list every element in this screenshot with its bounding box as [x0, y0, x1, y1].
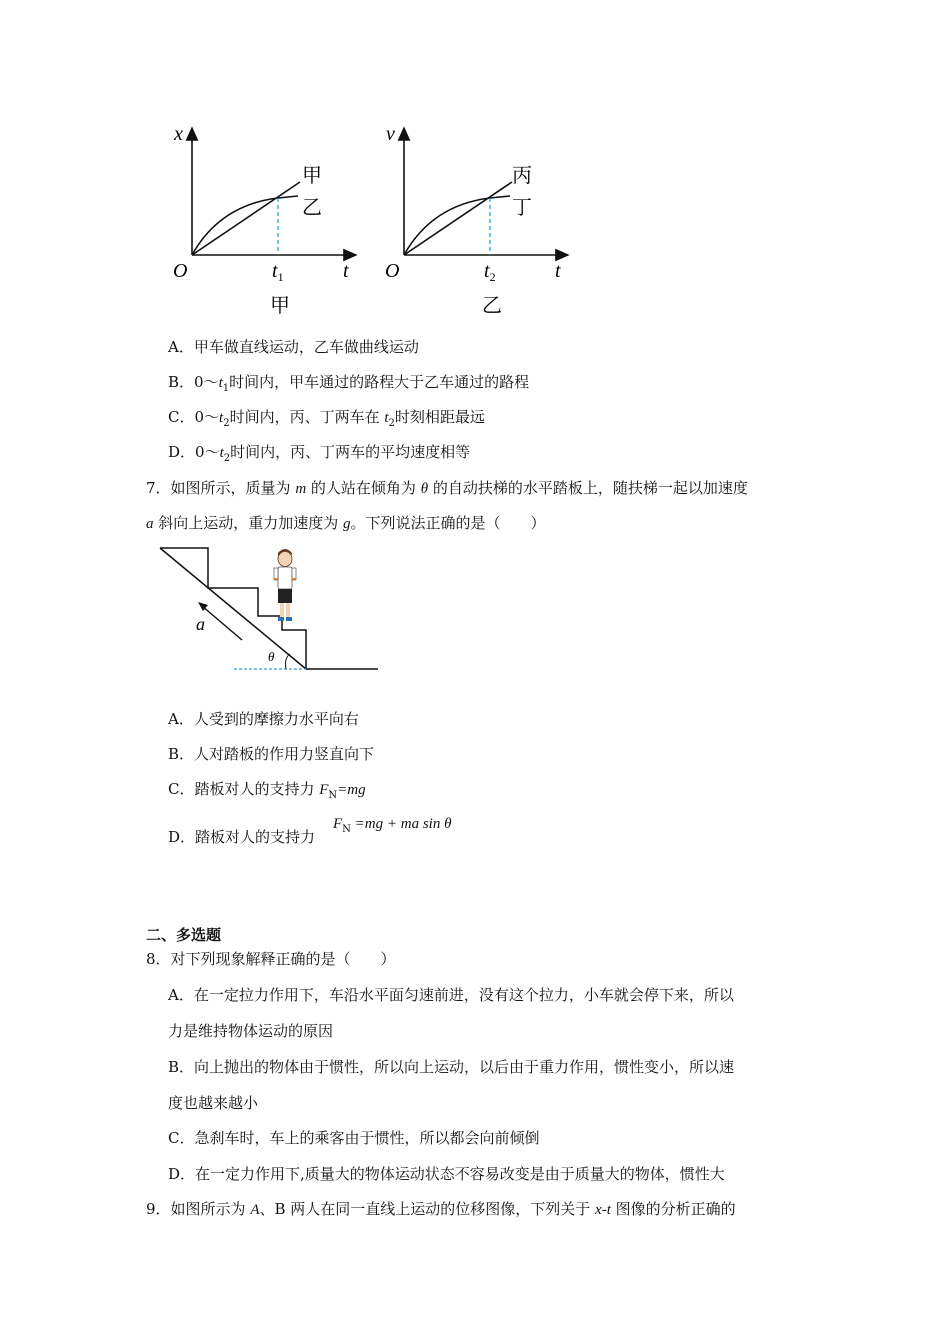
line-bing	[404, 182, 512, 255]
caption-yi: 乙	[482, 295, 502, 317]
q7-stem-line1: 7．如图所示，质量为 m 的人站在倾角为 θ 的自动扶梯的水平踏板上，随扶梯一起以加速度	[146, 479, 748, 497]
q7-stem-line2: a 斜向上运动，重力加速度为 g。下列说法正确的是（ ）	[146, 514, 546, 532]
q6-option-b: B．$0\sim t_1$时间内，甲车通过的路程大于乙车通过的路程	[168, 373, 530, 394]
theta-arc	[286, 654, 291, 669]
section-title-multi-choice: 二、多选题	[146, 926, 222, 944]
q8-option-b-line1: B．向上抛出的物体由于惯性，所以向上运动，以后由于重力作用，惯性变小，所以速	[168, 1058, 735, 1076]
q8-option-a-line1: A．在一定拉力作用下，车沿水平面匀速前进，没有这个拉力，小车就会停下来，所以	[168, 986, 734, 1004]
q6-option-d: D．$0\sim t_2$时间内，丙、丁两车的平均速度相等	[168, 443, 471, 464]
curve-yi-tail	[278, 196, 298, 198]
q9-stem: 9．如图所示为 A、B 两人在同一直线上运动的位移图像，下列关于 x-t 图像的分析正确的	[146, 1200, 736, 1218]
q8-option-b-line2: 度也越来越小	[168, 1094, 259, 1112]
label-jia: 甲	[302, 165, 322, 187]
origin-label: O	[173, 260, 188, 282]
q8-option-c: C．急刹车时，车上的乘客由于惯性，所以都会向前倾倒	[168, 1129, 540, 1147]
label-yi: 乙	[302, 197, 322, 219]
tick-t1: $t_1$	[272, 260, 284, 284]
y-axis-label: v	[386, 123, 395, 145]
label-bing: 丙	[512, 165, 532, 187]
curve-ding-tail	[490, 196, 510, 198]
q7-option-a: A．人受到的摩擦力水平向右	[168, 710, 359, 728]
q7-option-c: C．踏板对人的支持力 $F_N=mg$	[168, 780, 366, 801]
accel-label: a	[196, 614, 205, 634]
q8-option-a-line2: 力是维持物体运动的原因	[168, 1022, 334, 1040]
q7-option-b: B．人对踏板的作用力竖直向下	[168, 745, 375, 763]
x-axis-label: t	[343, 260, 349, 282]
origin-label: O	[385, 260, 400, 282]
q7-option-d-formula: $F_N =mg$ + ma sin θ	[333, 816, 452, 835]
q6-option-c: C．$0\sim t_2$时间内，丙、丁两车在 $t_2$时刻相距最远	[168, 408, 485, 429]
y-axis-label: x	[174, 123, 183, 145]
theta-label: θ	[268, 649, 275, 664]
q7-option-d: D．踏板对人的支持力	[168, 828, 316, 846]
x-axis-label: t	[555, 260, 561, 282]
tick-t2: $t_2$	[484, 260, 496, 284]
q8-option-d: D．在一定力作用下,质量大的物体运动状态不容易改变是由于质量大的物体，惯性大	[168, 1165, 725, 1183]
person-figure	[274, 549, 296, 621]
graph-vt	[372, 120, 582, 320]
line-jia	[192, 182, 300, 255]
graph-xt	[160, 120, 370, 320]
escalator-figure	[150, 540, 390, 680]
q8-stem: 8．对下列现象解释正确的是（ ）	[146, 950, 396, 968]
q6-option-a: A．甲车做直线运动，乙车做曲线运动	[168, 338, 419, 356]
label-ding: 丁	[512, 197, 532, 219]
caption-jia: 甲	[270, 295, 290, 317]
